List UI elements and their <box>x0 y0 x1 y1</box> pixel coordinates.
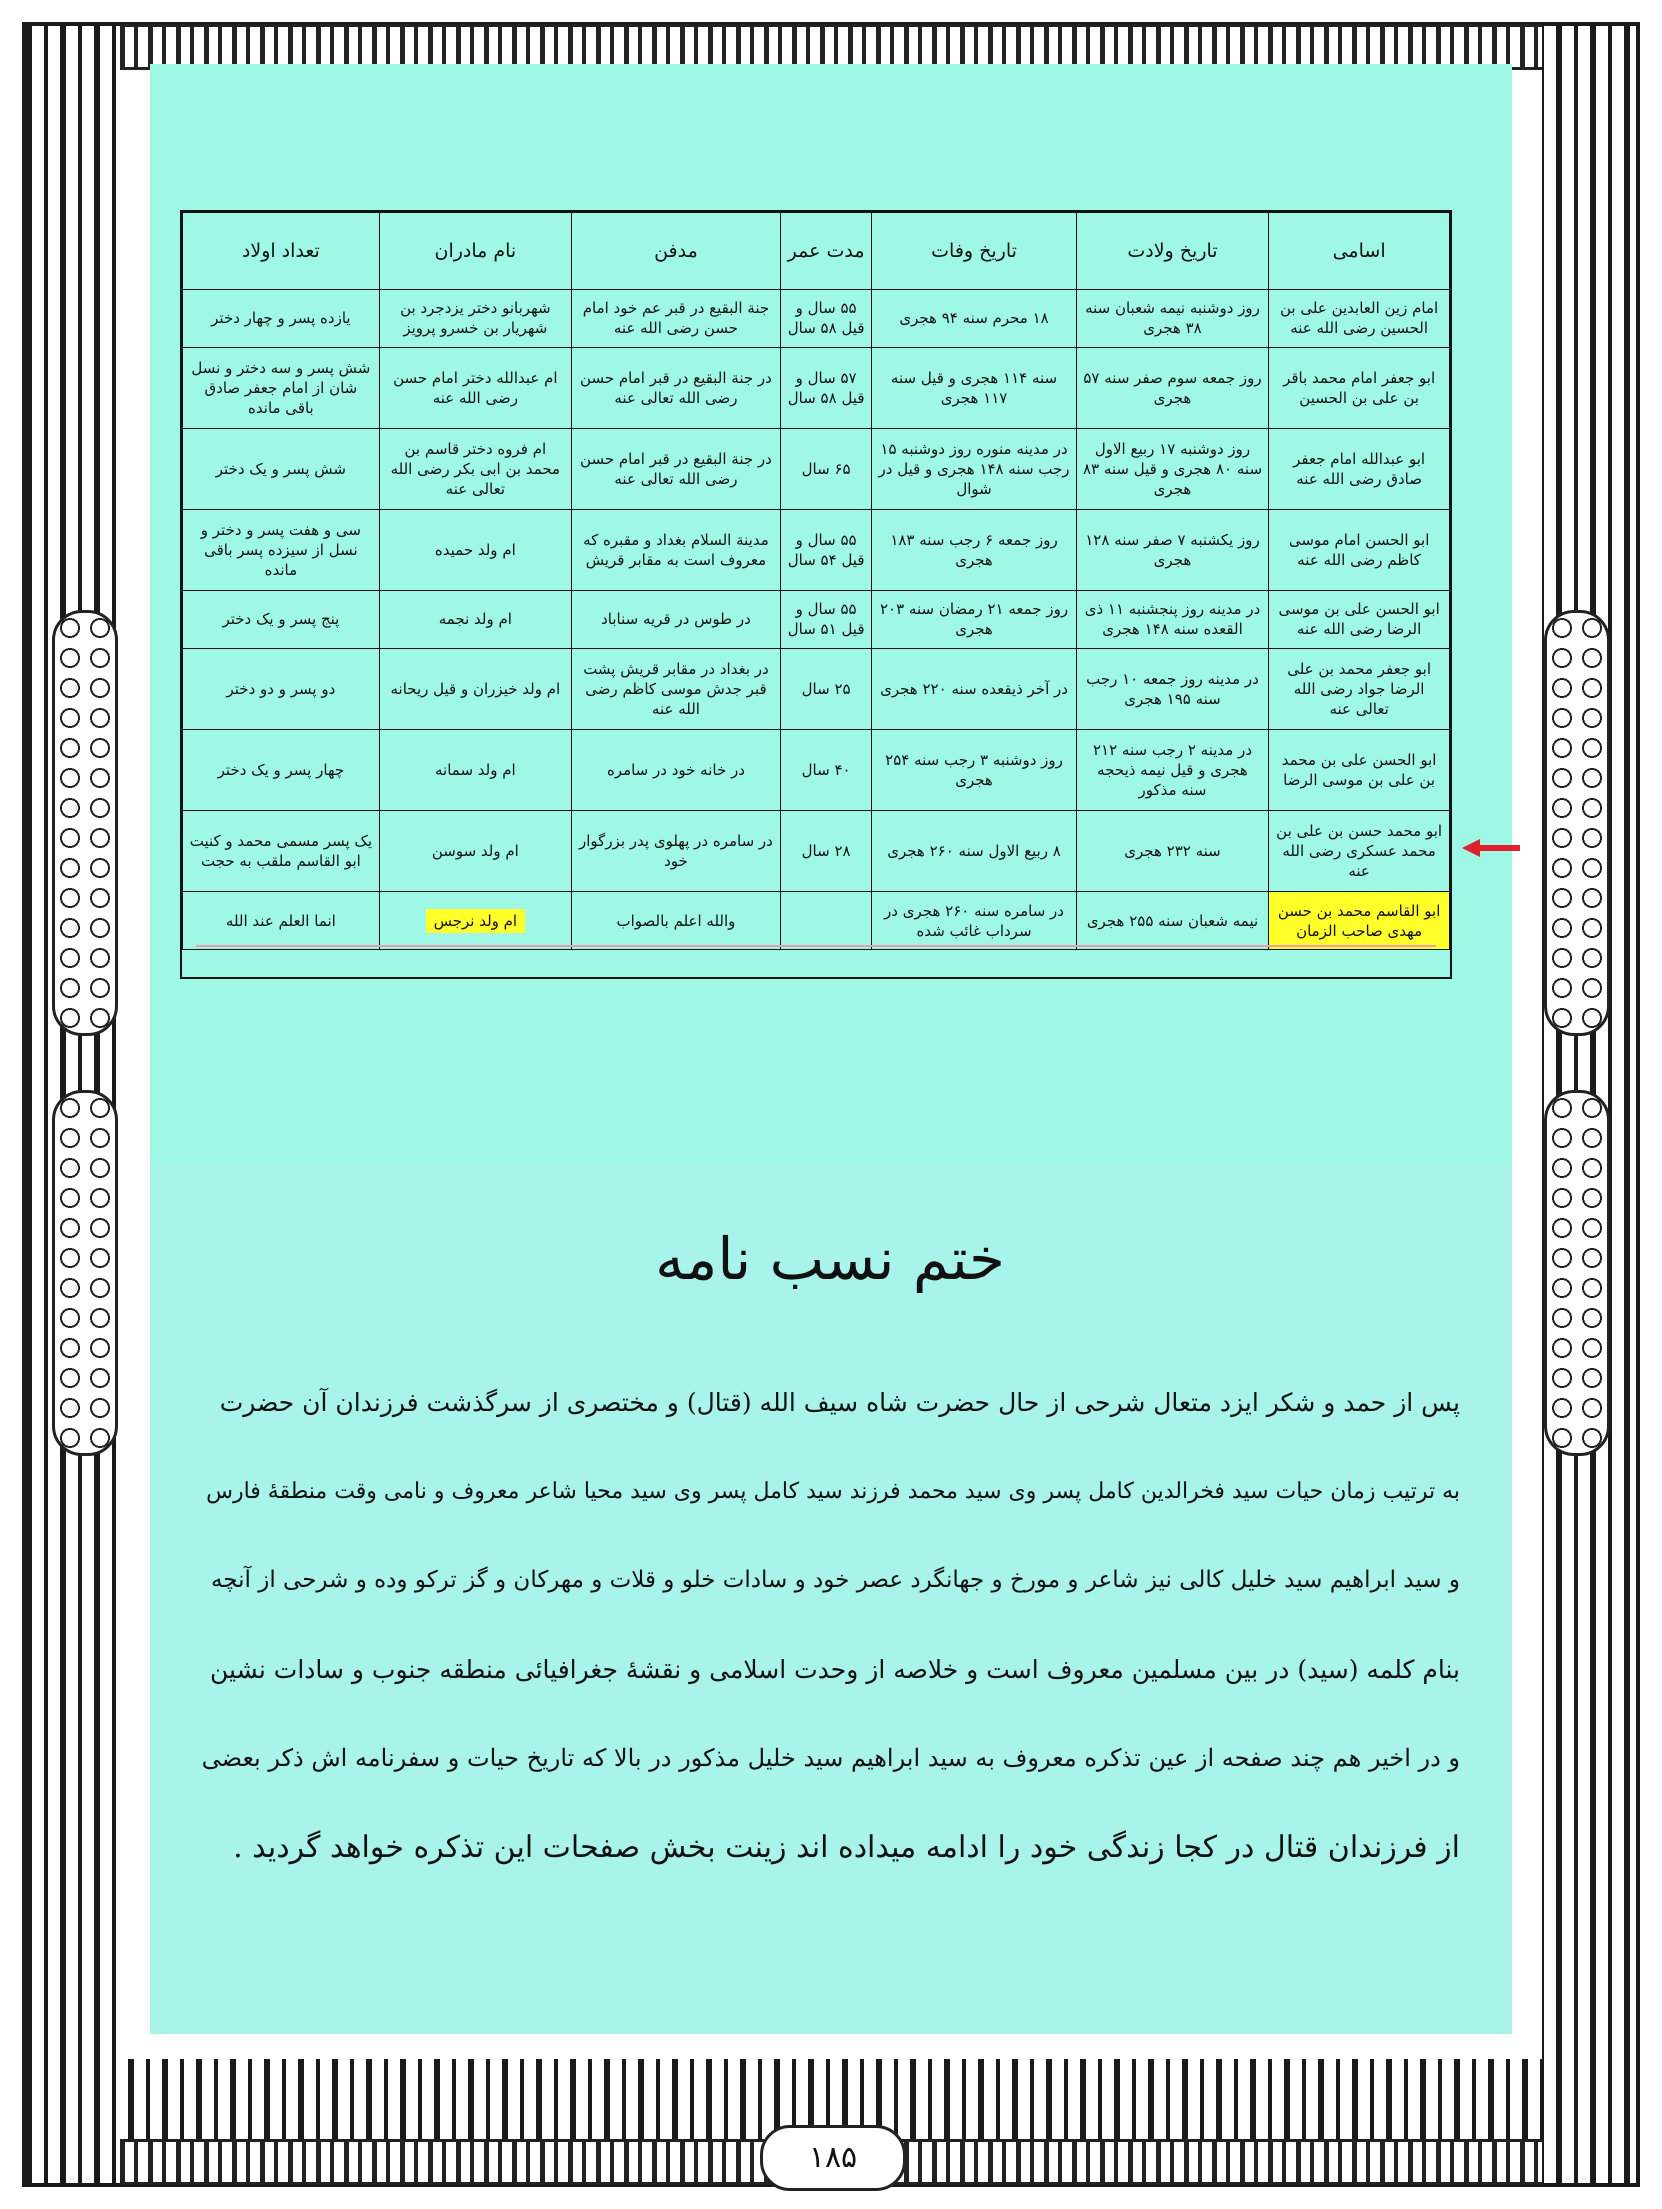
cell-name: امام زین العابدین علی بن الحسین رضی الله عنه <box>1269 290 1450 348</box>
paragraph-line: از فرزندان قتال در کجا زندگی خود را ادامه میداده اند زینت بخش صفحات این تذکره خواهد گردید . <box>233 1830 1460 1865</box>
cell-mother: ام عبدالله دختر امام حسن رضی الله عنه <box>379 347 571 428</box>
cell-birth: نیمه شعبان سنه ۲۵۵ هجری <box>1076 892 1268 950</box>
cell-children: چهار پسر و یک دختر <box>183 729 380 810</box>
cell-mother: ام ولد خیزران و قیل ریحانه <box>379 648 571 729</box>
cell-name: ابو جعفر امام محمد باقر بن علی بن الحسین <box>1269 347 1450 428</box>
table-row <box>183 811 1450 892</box>
cell-name: ابو جعفر محمد بن علی الرضا جواد رضی الله تعالی عنه <box>1269 648 1450 729</box>
left-ornament <box>52 610 118 1036</box>
paragraph-line: و سید ابراهیم سید خلیل کالی نیز شاعر و مورخ و جهانگرد عصر خود و سادات خلو و قلات و مهرکان و گز ترکو وده و شرحی از آنچه <box>210 1567 1460 1593</box>
cell-burial: جنة البقیع در قبر عم خود امام حسن رضی الله عنه <box>571 290 780 348</box>
cell-birth: روز جمعه سوم صفر سنه ۵۷ هجری <box>1076 347 1268 428</box>
section-heading: ختم نسب نامه <box>655 1225 1005 1293</box>
body-paragraph <box>200 1358 1460 1892</box>
cell-name: ابو الحسن علی بن محمد بن علی بن موسی الرضا <box>1269 729 1450 810</box>
table-row <box>183 347 1450 428</box>
cell-burial: در سامره در پهلوی پدر بزرگوار خود <box>571 811 780 892</box>
cell-mother: شهربانو دختر یزدجرد بن شهریار بن خسرو پرویز <box>379 290 571 348</box>
page-number: ۱۸۵ <box>760 2125 906 2191</box>
cell-death: ۸ ربیع الاول سنه ۲۶۰ هجری <box>872 811 1076 892</box>
cell-children: شش پسر و یک دختر <box>183 428 380 509</box>
genealogy-table-grid <box>182 212 1450 950</box>
cell-burial: در طوس در قریه سناباد <box>571 591 780 649</box>
cell-name: ابو الحسن علی بن موسی الرضا رضی الله عنه <box>1269 591 1450 649</box>
table-header-row <box>183 213 1450 290</box>
cell-age: ۲۸ سال <box>780 811 871 892</box>
cell-burial: مدینة السلام بغداد و مقبره که معروف است به مقابر قریش <box>571 509 780 590</box>
highlighted-mother-name: ام ولد نرجس <box>426 909 526 933</box>
left-ornament-lower <box>52 1090 118 1456</box>
cell-death: روز جمعه ۶ رجب سنه ۱۸۳ هجری <box>872 509 1076 590</box>
table-row <box>183 729 1450 810</box>
cell-mother: ام فروه دختر قاسم بن محمد بن ابی بکر رضی الله تعالی عنه <box>379 428 571 509</box>
col-header-mothers: نام مادران <box>379 213 571 290</box>
col-header-names: اسامی <box>1269 213 1450 290</box>
cell-name: ابو عبدالله امام جعفر صادق رضی الله عنه <box>1269 428 1450 509</box>
paragraph-line: و در اخیر هم چند صفحه از عین تذکره معروف به سید ابراهیم سید خلیل مذکور در بالا که تاریخ حیات و سفرنامه اش ذکر بعضی <box>201 1744 1460 1772</box>
cell-age: ۶۵ سال <box>780 428 871 509</box>
cell-age: ۵۷ سال و قیل ۵۸ سال <box>780 347 871 428</box>
cell-birth: روز دوشنبه نیمه شعبان سنه ۳۸ هجری <box>1076 290 1268 348</box>
cell-birth: در مدینه ۲ رجب سنه ۲۱۲ هجری و قیل نیمه ذیحجه سنه مذکور <box>1076 729 1268 810</box>
cell-birth: در مدینه روز جمعه ۱۰ رجب سنه ۱۹۵ هجری <box>1076 648 1268 729</box>
cell-mother: ام ولد نجمه <box>379 591 571 649</box>
cell-name: ابو الحسن امام موسی کاظم رضی الله عنه <box>1269 509 1450 590</box>
pink-rule <box>196 945 1436 947</box>
col-header-children: تعداد اولاد <box>183 213 380 290</box>
cell-name: ابو محمد حسن بن علی بن محمد عسکری رضی الله عنه <box>1269 811 1450 892</box>
cell-name: ابو القاسم محمد بن حسن مهدی صاحب الزمان <box>1269 892 1450 950</box>
cell-mother: ام ولد حمیده <box>379 509 571 590</box>
cell-death: ۱۸ محرم سنه ۹۴ هجری <box>872 290 1076 348</box>
table-row <box>183 892 1450 950</box>
red-arrow-icon <box>1462 838 1522 858</box>
cell-children: شش پسر و سه دختر و نسل شان از امام جعفر صادق باقی مانده <box>183 347 380 428</box>
cell-burial: در خانه خود در سامره <box>571 729 780 810</box>
cell-age: ۴۰ سال <box>780 729 871 810</box>
cell-mother <box>379 892 571 950</box>
cell-birth: روز دوشنبه ۱۷ ربیع الاول سنه ۸۰ هجری و قیل سنه ۸۳ هجری <box>1076 428 1268 509</box>
cell-children: پنج پسر و یک دختر <box>183 591 380 649</box>
col-header-age: مدت عمر <box>780 213 871 290</box>
cell-children: انما العلم عند الله <box>183 892 380 950</box>
cell-death: روز جمعه ۲۱ رمضان سنه ۲۰۳ هجری <box>872 591 1076 649</box>
paragraph-line: پس از حمد و شکر ایزد متعال شرحی از حال حضرت شاه سیف الله (قتال) و مختصری از سرگذشت فرزندان آن حضرت <box>219 1388 1460 1417</box>
cell-age: ۲۵ سال <box>780 648 871 729</box>
paragraph-line: به ترتیب زمان حیات سید فخرالدین کامل پسر وی سید محمد فرزند سید کامل پسر وی سید محیا شاعر معروف و نامی وقت منطقهٔ فارس <box>206 1479 1460 1504</box>
cell-children: یازده پسر و چهار دختر <box>183 290 380 348</box>
right-ornament <box>1544 610 1610 1036</box>
cell-children: دو پسر و دو دختر <box>183 648 380 729</box>
cell-death: در آخر ذیقعده سنه ۲۲۰ هجری <box>872 648 1076 729</box>
table-row <box>183 591 1450 649</box>
table-row <box>183 428 1450 509</box>
cell-burial: والله اعلم بالصواب <box>571 892 780 950</box>
cell-children: سی و هفت پسر و دختر و نسل از سیزده پسر باقی مانده <box>183 509 380 590</box>
cell-age: ۵۵ سال و قیل ۵۴ سال <box>780 509 871 590</box>
cell-death: در مدینه منوره روز دوشنبه ۱۵ رجب سنه ۱۴۸ هجری و قیل در شوال <box>872 428 1076 509</box>
cell-burial: در جنة البقیع در قبر امام حسن رضی الله تعالی عنه <box>571 428 780 509</box>
cell-burial: در جنة البقیع در قبر امام حسن رضی الله تعالی عنه <box>571 347 780 428</box>
table-row <box>183 648 1450 729</box>
cell-age: ۵۵ سال و قیل ۵۸ سال <box>780 290 871 348</box>
cell-death: روز دوشنبه ۳ رجب سنه ۲۵۴ هجری <box>872 729 1076 810</box>
cell-death: در سامره سنه ۲۶۰ هجری در سرداب غائب شده <box>872 892 1076 950</box>
cell-children: یک پسر مسمی محمد و کنیت ابو القاسم ملقب به حجت <box>183 811 380 892</box>
cell-burial: در بغداد در مقابر قریش پشت قبر جدش موسی کاظم رضی الله عنه <box>571 648 780 729</box>
cell-age <box>780 892 871 950</box>
cell-death: سنه ۱۱۴ هجری و قیل سنه ۱۱۷ هجری <box>872 347 1076 428</box>
col-header-birth: تاریخ ولادت <box>1076 213 1268 290</box>
col-header-burial: مدفن <box>571 213 780 290</box>
cell-mother: ام ولد سمانه <box>379 729 571 810</box>
genealogy-table <box>180 210 1452 979</box>
right-ornament-lower <box>1544 1090 1610 1456</box>
cell-mother: ام ولد سوسن <box>379 811 571 892</box>
paragraph-line: بنام کلمه (سید) در بین مسلمین معروف است و خلاصه از وحدت اسلامی و نقشهٔ جغرافیائی منطقه جنوب و سادات نشین <box>210 1655 1460 1684</box>
col-header-death: تاریخ وفات <box>872 213 1076 290</box>
cell-birth: در مدینه روز پنجشنبه ۱۱ ذی القعده سنه ۱۴۸ هجری <box>1076 591 1268 649</box>
table-row <box>183 290 1450 348</box>
cell-age: ۵۵ سال و قیل ۵۱ سال <box>780 591 871 649</box>
cell-birth: روز یکشنبه ۷ صفر سنه ۱۲۸ هجری <box>1076 509 1268 590</box>
cell-birth: سنه ۲۳۲ هجری <box>1076 811 1268 892</box>
table-row <box>183 509 1450 590</box>
